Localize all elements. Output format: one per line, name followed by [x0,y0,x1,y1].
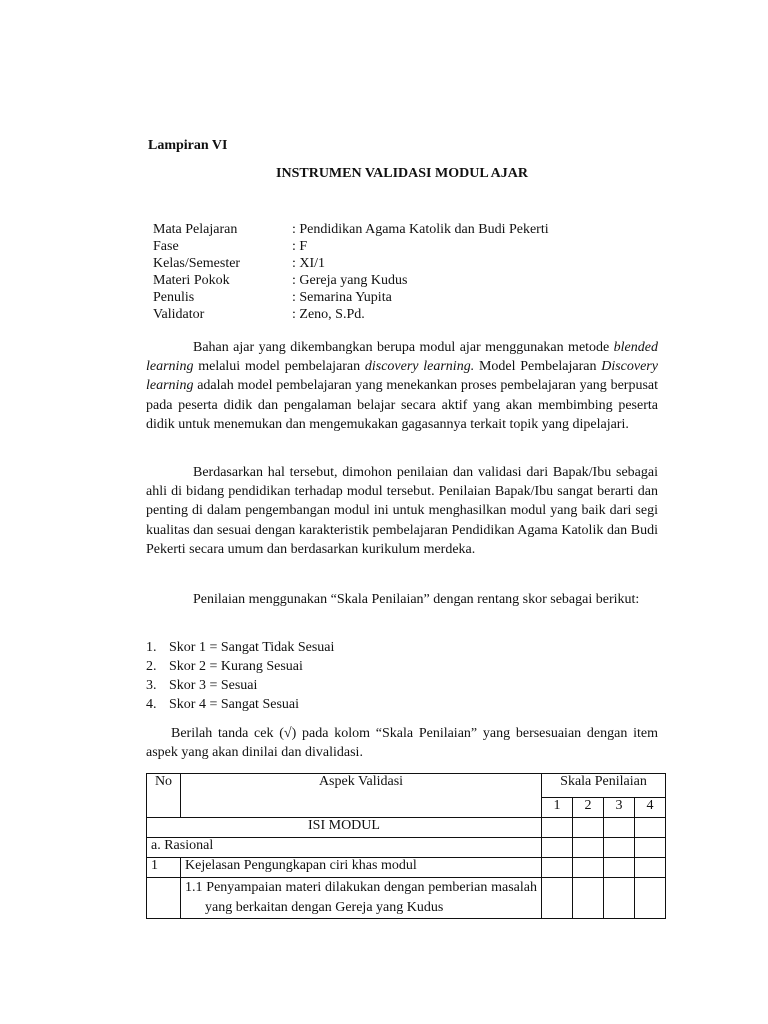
row-aspect: Kejelasan Pengungkapan ciri khas modul [181,858,542,878]
score-item [146,657,334,676]
table-subsection-row [147,838,666,858]
instruction-paragraph: Berilah tanda cek (√) pada kolom “Skala Penilaian” yang bersesuaian dengan item aspek yang akan dinilai dan divalidasi. [146,726,658,761]
score-item [146,695,334,714]
intro-paragraph [146,338,658,434]
scale-4: 4 [635,798,666,818]
score-cell[interactable] [635,818,666,838]
scale-1: 1 [542,798,573,818]
info-key: Materi Pokok [153,273,230,288]
score-cell[interactable] [573,838,604,858]
info-key: Penulis [153,290,195,305]
score-text: Skor 3 = Sesuai [169,678,258,693]
info-value: : Zeno, S.Pd. [292,307,365,322]
header-aspek: Aspek Validasi [181,774,542,818]
score-cell[interactable] [573,818,604,838]
table-row [147,858,666,878]
info-value: : F [292,239,308,254]
text-run: melalui model pembelajaran [193,359,365,375]
info-value: : Semarina Yupita [292,290,392,305]
scale-2: 2 [573,798,604,818]
document-title: INSTRUMEN VALIDASI MODUL AJAR [276,166,528,181]
table-section-row [147,818,666,838]
score-text: Skor 2 = Kurang Sesuai [169,659,303,674]
info-row [153,221,549,238]
score-cell[interactable] [635,838,666,858]
info-key: Kelas/Semester [153,256,241,271]
score-list [146,638,334,714]
score-cell[interactable] [573,878,604,919]
info-value: : XI/1 [292,256,326,271]
score-cell[interactable] [635,878,666,919]
score-cell[interactable] [542,858,573,878]
score-number: 2. [146,659,157,674]
info-row [153,272,549,289]
score-cell[interactable] [542,878,573,919]
info-key: Mata Pelajaran [153,222,238,237]
appendix-label: Lampiran VI [148,138,228,153]
row-aspect: 1.1 Penyampaian materi dilakukan dengan pemberian masalah yang berkaitan dengan Gereja yang Kudus [181,878,542,919]
score-number: 1. [146,640,157,655]
table-header-row [147,774,666,798]
text-run-italic: blended learning [146,340,658,375]
scale-intro-paragraph: Penilaian menggunakan “Skala Penilaian” dengan rentang skor sebagai berikut: [193,592,640,607]
header-skala: Skala Penilaian [542,774,666,798]
request-paragraph: Berdasarkan hal tersebut, dimohon penilaian dan validasi dari Bapak/Ibu sebagai ahli di bidang pendidikan terhadap modul tersebut. Penilaian Bapak/Ibu sangat berarti dan penting di dalam pengembangan modul ini untuk menghasilkan modul yang baik dari segi kualitas dan sesuai dengan karakteristik pembelajaran Pendidikan Agama Katolik dan Budi Pekerti secara umum dan berdasarkan kurikulum merdeka. [146,465,658,557]
score-number: 3. [146,678,157,693]
section-title: ISI MODUL [147,818,542,838]
info-value: : Pendidikan Agama Katolik dan Budi Pekerti [292,222,549,237]
info-value: : Gereja yang Kudus [292,273,408,288]
row-number [147,878,181,919]
score-cell[interactable] [573,858,604,878]
score-cell[interactable] [635,858,666,878]
text-run-italic: Discovery learning [146,359,658,394]
info-key: Validator [153,307,205,322]
validation-table [146,773,666,919]
info-row [153,238,549,255]
score-text: Skor 1 = Sangat Tidak Sesuai [169,640,335,655]
header-no: No [147,774,181,818]
score-number: 4. [146,697,157,712]
score-text: Skor 4 = Sangat Sesuai [169,697,299,712]
row-number: 1 [147,858,181,878]
info-row [153,306,549,323]
subsection-title: a. Rasional [147,838,542,858]
text-run: Bahan ajar yang dikembangkan berupa modul ajar menggunakan metode [193,340,614,355]
score-item [146,638,334,657]
text-run-italic: discovery learning. [364,359,475,375]
module-info [153,221,549,323]
info-row [153,255,549,272]
score-cell[interactable] [604,858,635,878]
table-row [147,878,666,919]
info-row [153,289,549,306]
score-cell[interactable] [604,838,635,858]
score-item [146,676,334,695]
score-cell[interactable] [604,818,635,838]
info-key: Fase [153,239,179,254]
score-cell[interactable] [542,818,573,838]
text-run: Model Pembelajaran [474,359,602,375]
score-cell[interactable] [604,878,635,919]
scale-3: 3 [604,798,635,818]
text-run: adalah model pembelajaran yang menekankan proses pembelajaran yang berpusat pada peserta didik dan pengalaman belajar secara aktif yang akan membimbing peserta didik untuk menemukan dan mengemukakan gagasannya terkait topik yang dipelajari. [146,378,658,432]
score-cell[interactable] [542,838,573,858]
